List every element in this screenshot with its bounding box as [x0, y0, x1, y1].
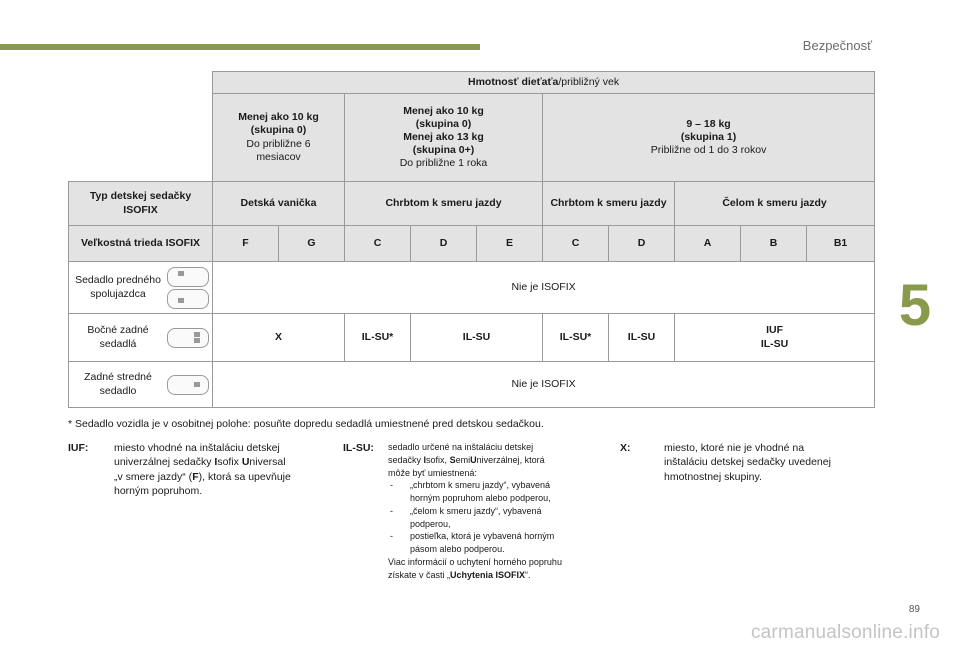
section-color-bar: [0, 44, 480, 50]
size-class-cell: D: [609, 226, 675, 262]
weight-header: Hmotnosť dieťaťa/približný vek: [213, 72, 875, 94]
rear-side-value: IL-SU: [609, 314, 675, 362]
rear-center-value: Nie je ISOFIX: [213, 362, 875, 408]
legend-iuf: [68, 441, 338, 499]
rear-side-value: IL-SU: [411, 314, 543, 362]
front-seat-car-icon: [167, 265, 209, 311]
size-class-cell: A: [675, 226, 741, 262]
rear-side-value: X: [213, 314, 345, 362]
front-passenger-seat-cell: [69, 262, 213, 314]
footnote: * Sedadlo vozidla je v osobitnej polohe: posuňte dopredu sedadlá umiestnené pred detskou sedačkou.: [68, 418, 544, 430]
legend-text: sedadlo určené na inštaláciu detskej sedačky Isofix, SemiUniverzálnej, ktorá môže byť umiestnená: - „chrbtom k smeru jazdy“, vybavená horným popruhom alebo podperou, - „čelom k smeru jazdy“, vybavená podperou, - postieľka, ktorá je vybavená horným pásom alebo podperou. Viac informácií o uchytení horného popruhu získate v časti „Uchytenia ISOFIX“.: [388, 441, 613, 581]
legend-text: miesto, ktoré nie je vhodné na inštaláciu detskej sedačky uvedenej hmotnostnej skupiny.: [664, 442, 831, 483]
front-passenger-value: Nie je ISOFIX: [213, 262, 875, 314]
rear-side-value: IL-SU*: [345, 314, 411, 362]
legend-x: [620, 441, 880, 484]
size-class-cell: G: [279, 226, 345, 262]
page-number: 89: [908, 604, 920, 615]
size-class-cell: E: [477, 226, 543, 262]
watermark: carmanualsonline.info: [750, 622, 940, 643]
empty-corner: [69, 72, 213, 94]
rear-side-seats-label: Bočné zadné sedadlá: [87, 324, 149, 350]
size-class-cell: C: [543, 226, 609, 262]
seat-type-label: Typ detskej sedačky ISOFIX: [69, 182, 213, 226]
size-class-cell: B1: [807, 226, 875, 262]
chapter-number: 5: [898, 273, 932, 338]
seat-type-rear-facing: Chrbtom k smeru jazdy: [345, 182, 543, 226]
rear-side-seats-cell: [69, 314, 213, 362]
legend-ilsu: [343, 441, 613, 581]
size-class-cell: F: [213, 226, 279, 262]
seat-type-carrycot: Detská vanička: [213, 182, 345, 226]
section-title: Bezpečnosť: [802, 38, 872, 53]
group-0-header: Menej ako 10 kg (skupina 0) Do približne 6 mesiacov: [213, 94, 345, 182]
rear-center-car-icon: [167, 373, 209, 397]
rear-center-seat-cell: [69, 362, 213, 408]
legend-text: miesto vhodné na inštaláciu detskej univerzálnej sedačky Isofix Universal „v smere jazdy“ (F), ktorá sa upevňuje horným popruhom.: [114, 442, 291, 498]
legend-key: IL-SU:: [343, 442, 374, 454]
size-class-cell: C: [345, 226, 411, 262]
rear-side-value: IL-SU*: [543, 314, 609, 362]
rear-center-seat-label: Zadné stredné sedadlo: [84, 371, 152, 397]
seat-type-rear-facing-2: Chrbtom k smeru jazdy: [543, 182, 675, 226]
size-class-label: Veľkostná trieda ISOFIX: [69, 226, 213, 262]
empty-corner-2: [69, 94, 213, 182]
size-class-cell: D: [411, 226, 477, 262]
legend-key: IUF:: [68, 442, 89, 454]
front-passenger-seat-label: Sedadlo predného spolujazdca: [75, 274, 161, 300]
rear-side-value-forward: IUF IL-SU: [675, 314, 875, 362]
group-1-header: 9 – 18 kg (skupina 1) Približne od 1 do 3 rokov: [543, 94, 875, 182]
size-class-cell: B: [741, 226, 807, 262]
group-0plus-header: Menej ako 10 kg (skupina 0) Menej ako 13 kg (skupina 0+) Do približne 1 roka: [345, 94, 543, 182]
seat-type-forward-facing: Čelom k smeru jazdy: [675, 182, 875, 226]
isofix-table: [68, 71, 875, 408]
rear-side-car-icon: [167, 326, 209, 350]
legend-key: X:: [620, 442, 631, 454]
